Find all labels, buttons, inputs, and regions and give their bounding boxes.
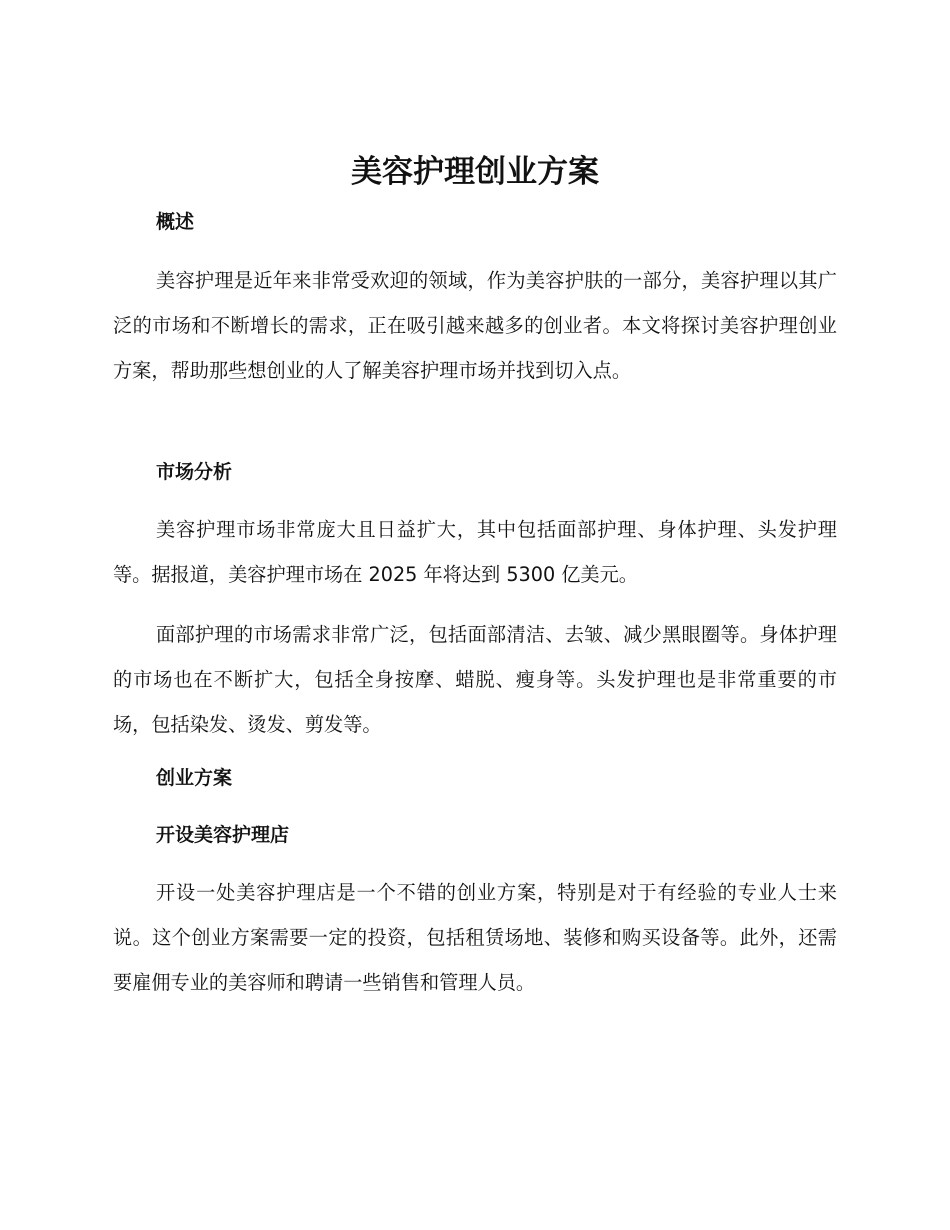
paragraph-market-size: 美容护理市场非常庞大且日益扩大，其中包括面部护理、身体护理、头发护理等。据报道，美容护理市场在 2025 年将达到 5300 亿美元。 (113, 518, 837, 586)
section-heading-market: 市场分析 (156, 461, 233, 483)
document-title: 美容护理创业方案 (351, 154, 599, 190)
paragraph-market-segments: 面部护理的市场需求非常广泛，包括面部清洁、去皱、减少黑眼圈等。身体护理的市场也在不断扩大，包括全身按摩、蜡脱、瘦身等。头发护理也是非常重要的市场，包括染发、烫发、剪发等。 (113, 623, 837, 736)
paragraph-open-store: 开设一处美容护理店是一个不错的创业方案，特别是对于有经验的专业人士来说。这个创业方案需要一定的投资，包括租赁场地、装修和购买设备等。此外，还需要雇佣专业的美容师和聘请一些销售和管理人员。 (113, 881, 837, 994)
subheading-open-store: 开设美容护理店 (156, 824, 290, 846)
section-heading-plan: 创业方案 (156, 767, 233, 789)
paragraph-overview: 美容护理是近年来非常受欢迎的领域，作为美容护肤的一部分，美容护理以其广泛的市场和不断增长的需求，正在吸引越来越多的创业者。本文将探讨美容护理创业方案，帮助那些想创业的人了解美容护理市场并找到切入点。 (113, 269, 837, 382)
section-heading-overview: 概述 (156, 211, 195, 233)
